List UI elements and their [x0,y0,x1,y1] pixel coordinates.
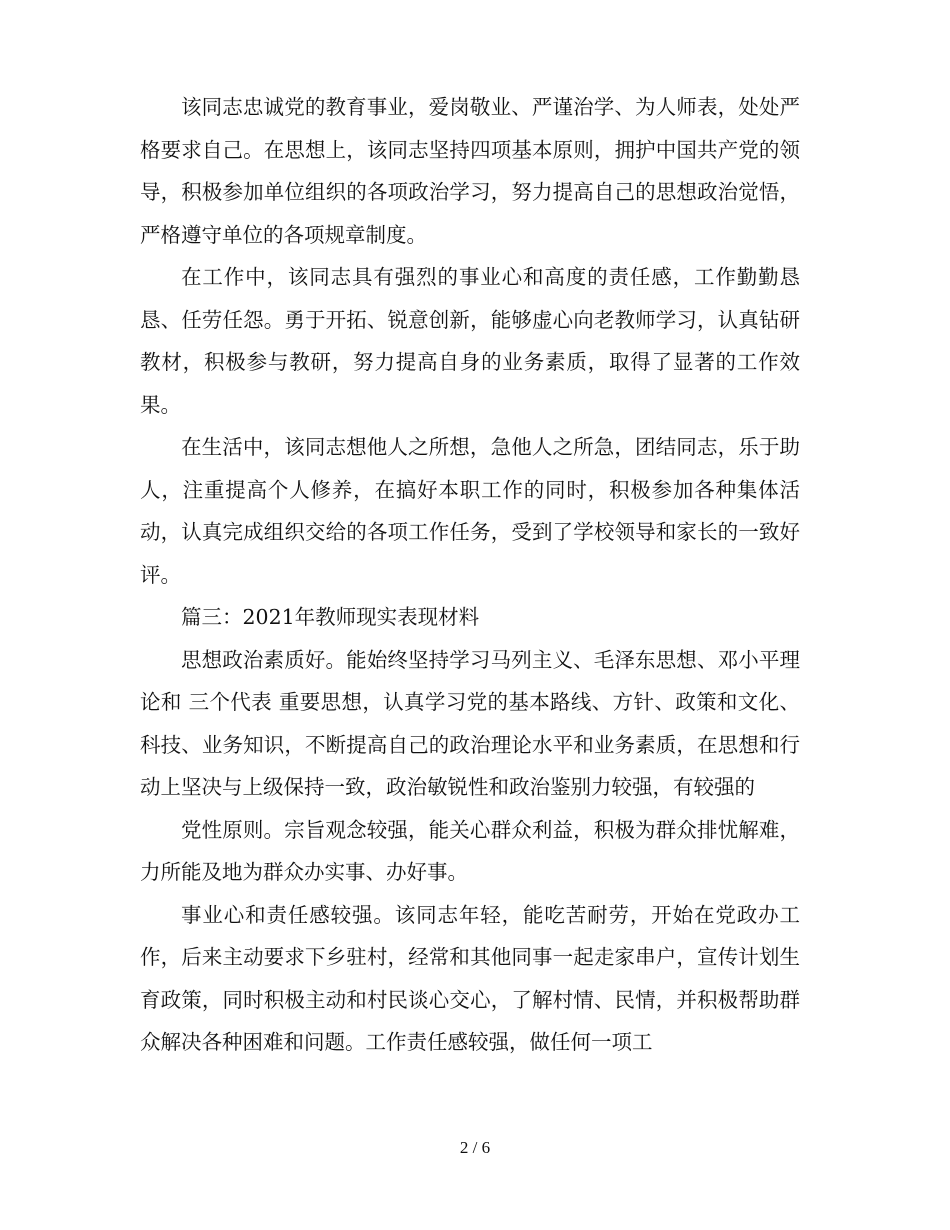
section-heading: 篇三：2021年教师现实表现材料 [181,605,480,629]
document-body [140,86,800,1064]
paragraph-political: 思想政治素质好。能始终坚持学习马列主义、毛泽东思想、邓小平理论和 三个代表 重要思想，认真学习党的基本路线、方针、政策和文化、科技、业务知识，不断提高自己的政治理论水平和业务素质，在思想和行动上坚决与上级保持一致，政治敏锐性和政治鉴别力较强，有较强的 [140,647,800,799]
paragraph-responsibility: 事业心和责任感较强。该同志年轻，能吃苦耐劳，开始在党政办工作，后来主动要求下乡驻村，经常和其他同事一起走家串户，宣传计划生育政策，同时积极主动和村民谈心交心，了解村情、民情，并积极帮助群众解决各种困难和问题。工作责任感较强，做任何一项工 [140,902,800,1054]
paragraph-conduct: 该同志忠诚党的教育事业，爱岗敬业、严谨治学、为人师表，处处严格要求自己。在思想上，该同志坚持四项基本原则，拥护中国共产党的领导，积极参加单位组织的各项政治学习，努力提高自己的思想政治觉悟，严格遵守单位的各项规章制度。 [140,95,800,247]
page-number: 2 / 6 [459,1138,491,1157]
paragraph-work: 在工作中，该同志具有强烈的事业心和高度的责任感，工作勤勤恳恳、任劳任怨。勇于开拓、锐意创新，能够虚心向老教师学习，认真钻研教材，积极参与教研，努力提高自身的业务素质，取得了显著的工作效果。 [140,265,800,417]
paragraph-principle: 党性原则。宗旨观念较强，能关心群众利益，积极为群众排忧解难，力所能及地为群众办实事、办好事。 [140,817,800,884]
paragraph-life: 在生活中，该同志想他人之所想，急他人之所急，团结同志，乐于助人，注重提高个人修养，在搞好本职工作的同时，积极参加各种集体活动，认真完成组织交给的各项工作任务，受到了学校领导和家长的一致好评。 [140,435,800,587]
